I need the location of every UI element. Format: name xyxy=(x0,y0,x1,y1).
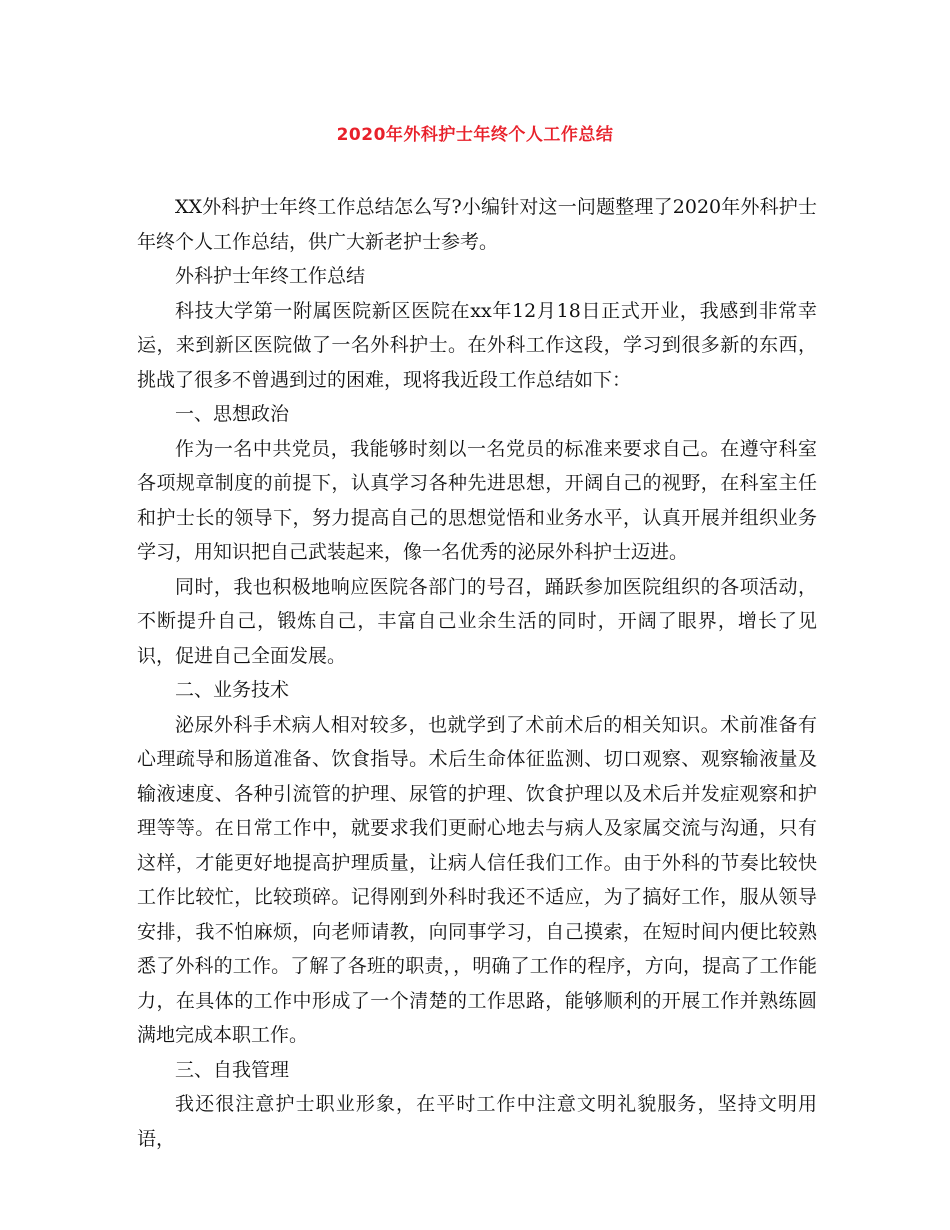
document-body xyxy=(137,190,817,1156)
body-paragraph: 泌尿外科手术病人相对较多，也就学到了术前术后的相关知识。术前准备有心理疏导和肠道准备、饮食指导。术后生命体征监测、切口观察、观察输液量及输液速度、各种引流管的护理、尿管的护理、饮食护理以及术后并发症观察和护理等等。在日常工作中，就要求我们更耐心地去与病人及家属交流与沟通，只有这样，才能更好地提高护理质量，让病人信任我们工作。由于外科的节奏比较快工作比较忙，比较琐碎。记得刚到外科时我还不适应，为了搞好工作，服从领导安排，我不怕麻烦，向老师请教，向同事学习，自己摸索，在短时间内便比较熟悉了外科的工作。了解了各班的职责，，明确了工作的程序，方向，提高了工作能力，在具体的工作中形成了一个清楚的工作思路，能够顺利的开展工作并熟练圆满地完成本职工作。 xyxy=(137,713,817,1046)
section-heading-skills: 二、业务技术 xyxy=(175,679,290,701)
body-paragraph: 我还很注意护士职业形象，在平时工作中注意文明礼貌服务，坚持文明用语， xyxy=(137,1093,817,1150)
body-paragraph: 作为一名中共党员，我能够时刻以一名党员的标准来要求自己。在遵守科室各项规章制度的前提下，认真学习各种先进思想，开阔自己的视野，在科室主任和护士长的领导下，努力提高自己的思想觉悟和业务水平，认真开展并组织业务学习，用知识把自己武装起来，像一名优秀的泌尿外科护士迈进。 xyxy=(137,437,817,563)
section-heading-self-management: 三、自我管理 xyxy=(175,1058,290,1081)
body-paragraph: 同时，我也积极地响应医院各部门的号召，踊跃参加医院组织的各项活动，不断提升自己，锻炼自己，丰富自己业余生活的同时，开阔了眼界，增长了见识，促进自己全面发展。 xyxy=(137,575,817,667)
section-heading-summary: 外科护士年终工作总结 xyxy=(175,265,366,287)
body-paragraph: 科技大学第一附属医院新区医院在xx年12月18日正式开业，我感到非常幸运，来到新区医院做了一名外科护士。在外科工作这段，学习到很多新的东西，挑战了很多不曾遇到过的困难，现将我近段工作总结如下： xyxy=(137,299,817,391)
section-heading-politics: 一、思想政治 xyxy=(175,403,290,425)
intro-paragraph: XX外科护士年终工作总结怎么写?小编针对这一问题整理了2020年外科护士年终个人工作总结，供广大新老护士参考。 xyxy=(137,196,817,253)
document-title: 2020年外科护士年终个人工作总结 xyxy=(336,125,614,145)
